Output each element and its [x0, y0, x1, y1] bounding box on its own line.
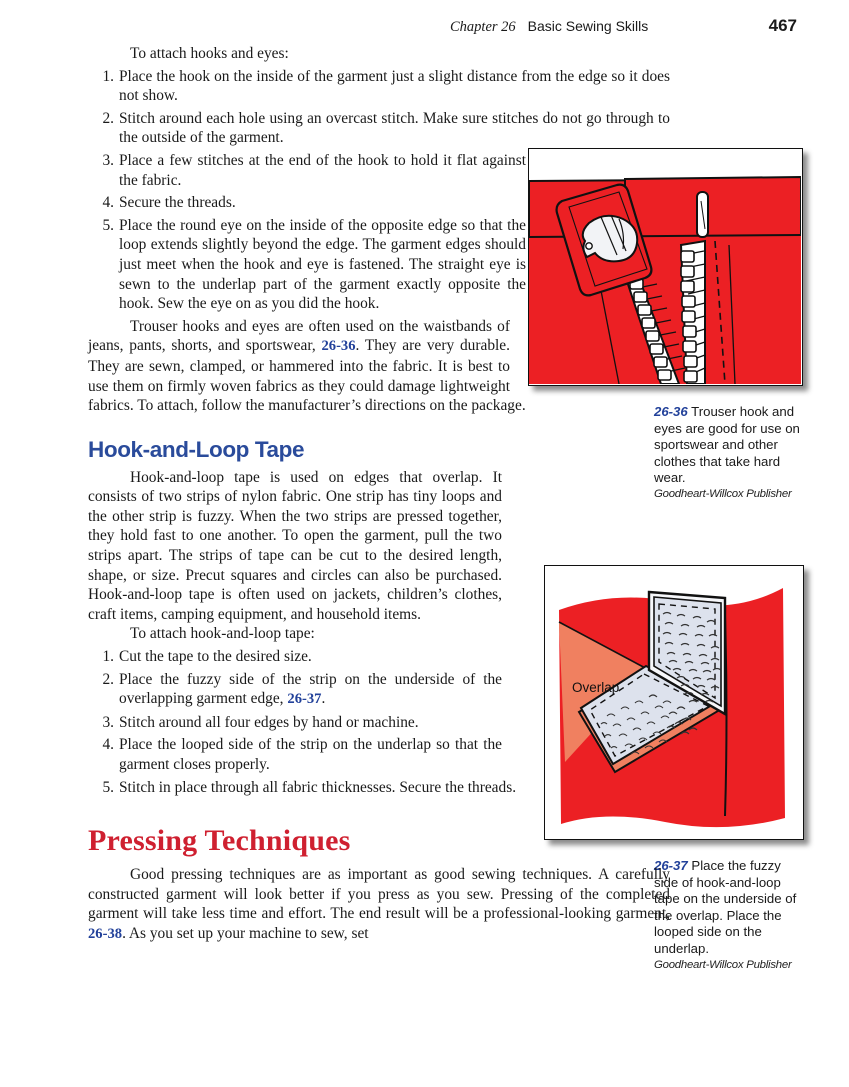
step-text: Place the fuzzy side of the strip on the underside of the overlapping garment edge, — [119, 670, 502, 708]
section-label: Basic Sewing Skills — [527, 18, 649, 34]
hooks-lead-in: To attach hooks and eyes: — [130, 45, 289, 62]
figure-26-36-caption — [654, 404, 804, 501]
list-item — [88, 647, 528, 667]
pressing-paragraph — [88, 865, 670, 944]
step-text-tail: . — [321, 690, 326, 708]
overlap-label: Overlap — [572, 680, 620, 695]
list-item — [88, 713, 528, 733]
step-text: Cut the tape to the desired size. — [119, 648, 312, 666]
hooks-and-eyes-steps — [88, 67, 670, 314]
figure-reference: 26-38 — [88, 925, 123, 942]
list-item — [88, 735, 528, 774]
figure-caption-text: Trouser hook and eyes are good for use on sportswear and other clothes that take hard wear. — [654, 404, 800, 486]
running-head-text — [450, 18, 648, 36]
list-item — [88, 670, 528, 710]
hook-and-loop-lead-in: To attach hook-and-loop tape: — [130, 625, 315, 643]
para-text-a: Trouser hooks and eyes are often used on the waistbands of jeans, pants, shorts, and sportswear, — [88, 317, 510, 355]
hook-and-loop-heading: Hook-and-Loop Tape — [88, 436, 305, 462]
list-item: Place a few stitches at the end of the hook to hold it flat against the fabric. — [119, 151, 526, 189]
figure-reference: 26-36 — [321, 338, 356, 355]
hook-and-loop-steps — [88, 647, 528, 797]
figure-number: 26-37 — [654, 858, 688, 873]
figure-26-37-caption — [654, 858, 804, 972]
list-item — [88, 778, 528, 798]
running-head — [0, 18, 849, 40]
figure-credit: Goodheart-Willcox Publisher — [654, 487, 792, 500]
pressing-techniques-heading: Pressing Techniques — [88, 824, 351, 858]
para-text-b: . As you set up your machine to sew, set — [122, 924, 369, 942]
figure-caption-text: Place the fuzzy side of hook-and-loop tape on the underside of the overlap. Place the looped side on the underlap. — [654, 858, 797, 956]
step-text: Stitch in place through all fabric thicknesses. Secure the threads. — [119, 778, 517, 796]
list-item: Secure the threads. — [119, 194, 236, 212]
list-item: Stitch around each hole using an overcast stitch. Make sure stitches do not go through to the outside of the garment. — [119, 109, 670, 147]
figure-reference: 26-37 — [287, 691, 322, 708]
step-text: Stitch around all four edges by hand or machine. — [119, 713, 419, 731]
para-text: Hook-and-loop tape is used on edges that overlap. It consists of two strips of nylon fabric. One strip has tiny loops and the other strip is fuzzy. When the two strips are pressed together, they hold fast to one another. To open the garment, pull the two strips apart. The strips of tape can be cut to the desired length, shape, or size. Precut squares and circles can also be purchased. Hook-and-loop tape is often used on jackets, children’s clothes, craft items, camping equipment, and household items. — [88, 468, 502, 623]
chapter-label: Chapter 26 — [450, 19, 516, 35]
list-item: Place the hook on the inside of the garment just a slight distance from the edge so it does not show. — [119, 67, 670, 105]
figure-credit: Goodheart-Willcox Publisher — [654, 958, 792, 971]
trouser-hooks-paragraph — [88, 317, 670, 416]
page-number: 467 — [768, 16, 797, 35]
list-item: Place the round eye on the inside of the opposite edge so that the loop extends slightly beyond the edge. The garment edges should just meet when the hook and eye is fastened. The straight eye is sewn to the underlap part of the garment exactly opposite the hook. Sew the eye on as you did the hook. — [119, 216, 526, 313]
figure-number: 26-36 — [654, 404, 688, 419]
hook-and-loop-paragraph — [88, 468, 670, 625]
para-text-b: . They are very durable. They are sewn, clamped, or hammered into the fabric. It is best to use them on firmly woven fabrics as they could damage lightweight fabrics. To attach, follow the manufacturer’s directions on the package. — [88, 337, 526, 415]
main-text-column — [88, 44, 670, 945]
step-text: Place the looped side of the strip on the underlap so that the garment closes properly. — [119, 736, 502, 773]
para-text-a: Good pressing techniques are as important as good sewing techniques. A carefully constructed garment will look better if you press as you sew. Pressing of the completed garment will take less time and effort. The end result will be a professional-looking garment, — [88, 866, 670, 923]
